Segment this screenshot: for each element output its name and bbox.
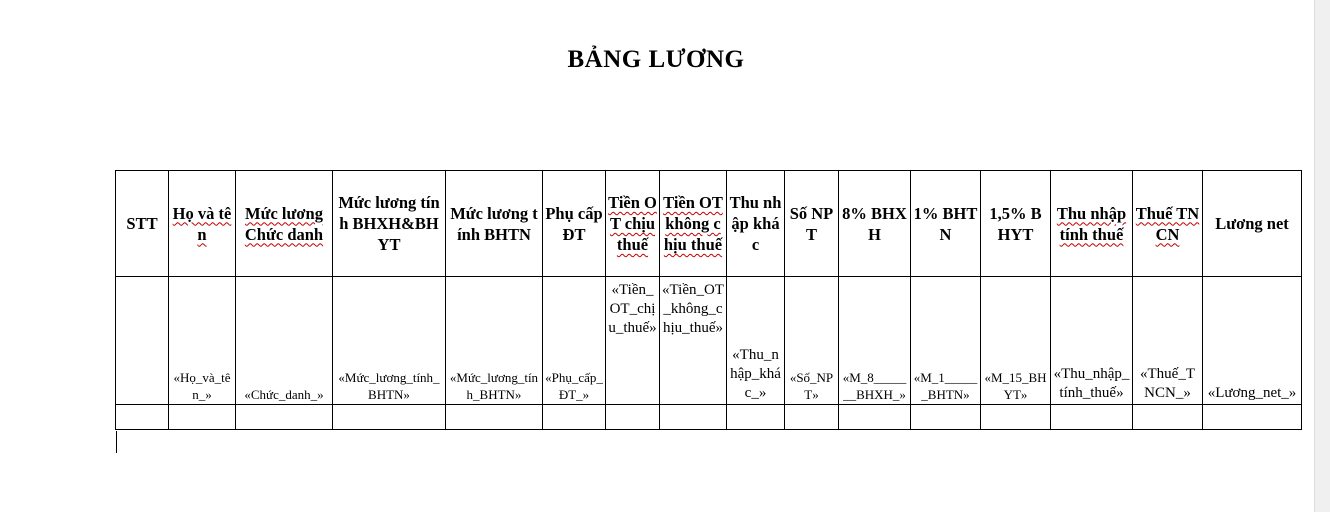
cell-chuc-danh[interactable]: «Chức_danh_»	[236, 277, 333, 405]
cell-muc-luong-bhxh[interactable]: «Mức_lương_tính_BHTN»	[333, 277, 446, 405]
cell-thu-nhap-tinh-thue[interactable]: «Thu_nhập_tính_thuế»	[1051, 277, 1133, 405]
cell-thue-tncn[interactable]: «Thuế_TNCN_»	[1133, 277, 1203, 405]
header-thu-nhap-tinh-thue[interactable]: Thu nhập tính thuế	[1051, 171, 1133, 277]
cell-so-npt[interactable]: «Số_NPT»	[785, 277, 839, 405]
header-1-bhtn[interactable]: 1% BHTN	[911, 171, 981, 277]
header-thue-tncn[interactable]: Thuế TNCN	[1133, 171, 1203, 277]
empty-cell[interactable]	[236, 405, 333, 430]
empty-cell[interactable]	[1051, 405, 1133, 430]
header-muc-luong-bhtn[interactable]: Mức lương tính BHTN	[446, 171, 543, 277]
table-header-row	[116, 171, 1302, 277]
empty-cell[interactable]	[785, 405, 839, 430]
header-8-bhxh[interactable]: 8% BHXH	[839, 171, 911, 277]
cell-thu-nhap-khac[interactable]: «Thu_nhập_khác_»	[727, 277, 785, 405]
header-tien-ot-khong-chiu-thue[interactable]: Tiền OT không chịu thuế	[660, 171, 727, 277]
cell-m8-bhxh[interactable]: «M_8_______BHXH_»	[839, 277, 911, 405]
cell-tien-ot-khong-chiu-thue[interactable]: «Tiền_OT_không_chịu_thuế»	[660, 277, 727, 405]
empty-cell[interactable]	[543, 405, 606, 430]
cell-stt[interactable]	[116, 277, 169, 405]
header-so-npt[interactable]: Số NPT	[785, 171, 839, 277]
empty-cell[interactable]	[606, 405, 660, 430]
empty-cell[interactable]	[333, 405, 446, 430]
cell-m15-bhyt[interactable]: «M_15_BHYT»	[981, 277, 1051, 405]
header-luong-net[interactable]: Lương net	[1203, 171, 1302, 277]
header-15-bhyt[interactable]: 1,5% BHYT	[981, 171, 1051, 277]
header-muc-luong-chuc-danh[interactable]: Mức lương Chức danh	[236, 171, 333, 277]
empty-cell[interactable]	[169, 405, 236, 430]
cell-ho-va-ten[interactable]: «Họ_và_tên_»	[169, 277, 236, 405]
cell-tien-ot-chiu-thue[interactable]: «Tiền_OT_chịu_thuế»	[606, 277, 660, 405]
empty-cell[interactable]	[839, 405, 911, 430]
header-muc-luong-bhxh-bhyt[interactable]: Mức lương tính BHXH&BHYT	[333, 171, 446, 277]
cell-m1-bhtn[interactable]: «M_1______BHTN»	[911, 277, 981, 405]
empty-cell[interactable]	[981, 405, 1051, 430]
cell-phu-cap-dt[interactable]: «Phụ_cấp_ĐT_»	[543, 277, 606, 405]
text-cursor	[116, 431, 117, 453]
vertical-scrollbar[interactable]	[1314, 0, 1330, 512]
empty-cell[interactable]	[1133, 405, 1203, 430]
cell-muc-luong-bhtn[interactable]: «Mức_lương_tính_BHTN»	[446, 277, 543, 405]
empty-cell[interactable]	[116, 405, 169, 430]
header-stt[interactable]: STT	[116, 171, 169, 277]
cell-luong-net[interactable]: «Lương_net_»	[1203, 277, 1302, 405]
empty-cell[interactable]	[660, 405, 727, 430]
salary-table	[115, 170, 1302, 430]
header-phu-cap-dt[interactable]: Phụ cấp ĐT	[543, 171, 606, 277]
empty-cell[interactable]	[911, 405, 981, 430]
empty-cell[interactable]	[727, 405, 785, 430]
header-thu-nhap-khac[interactable]: Thu nhập khác	[727, 171, 785, 277]
empty-cell[interactable]	[446, 405, 543, 430]
document-title: BẢNG LƯƠNG	[567, 46, 745, 73]
table-row	[116, 277, 1302, 405]
header-ho-va-ten[interactable]: Họ và tên	[169, 171, 236, 277]
empty-cell[interactable]	[1203, 405, 1302, 430]
header-tien-ot-chiu-thue[interactable]: Tiền OT chịu thuế	[606, 171, 660, 277]
table-row-empty	[116, 405, 1302, 430]
